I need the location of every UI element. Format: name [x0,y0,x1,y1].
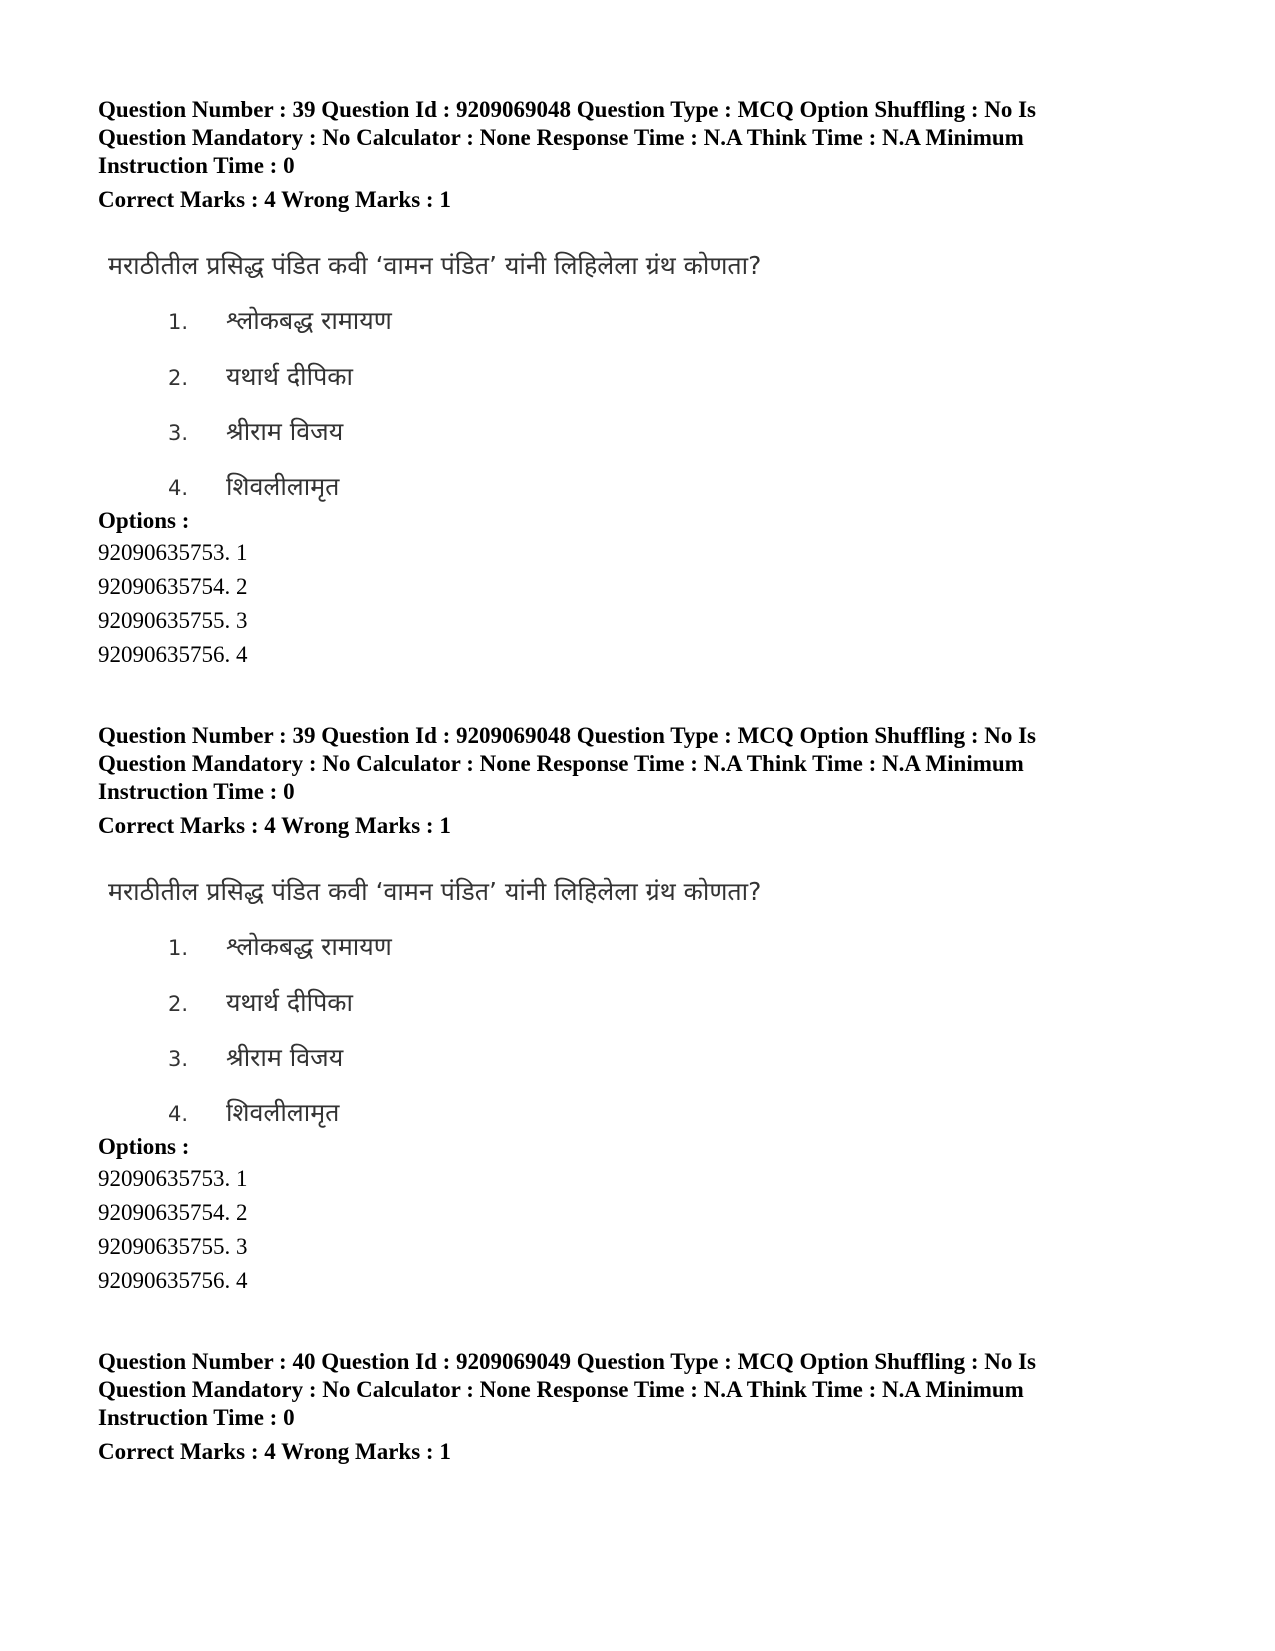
options-label: Options : [98,1134,190,1159]
choice-3 [168,414,343,448]
option-id-3: 92090635755. 3 [98,608,248,633]
choice-text: श्लोकबद्ध रामायण [226,932,392,961]
choice-2 [168,985,353,1019]
meta-line-3: Instruction Time : 0 [98,779,295,804]
choice-2 [168,359,353,393]
meta-line-3: Instruction Time : 0 [98,1405,295,1430]
choice-number: 2. [168,366,189,390]
option-id-1: 92090635753. 1 [98,540,248,565]
choice-number: 1. [168,936,189,960]
choice-1 [168,929,392,963]
meta-line-2: Question Mandatory : No Calculator : None Response Time : N.A Think Time : N.A Minimum [98,1377,1024,1402]
meta-line-1: Question Number : 39 Question Id : 9209069048 Question Type : MCQ Option Shuffling : No Is [98,97,1037,122]
choice-4 [168,1095,339,1129]
option-id-1: 92090635753. 1 [98,1166,248,1191]
choice-text: यथार्थ दीपिका [226,362,353,391]
choice-3 [168,1040,343,1074]
question-meta [98,1348,1198,1432]
meta-line-3: Instruction Time : 0 [98,153,295,178]
choice-number: 4. [168,476,189,500]
choice-number: 2. [168,992,189,1016]
question-text: मराठीतील प्रसिद्ध पंडित कवी ‘वामन पंडित’ यांनी लिहिलेला ग्रंथ कोणता? [108,877,762,906]
question-image [98,248,798,500]
question-text: मराठीतील प्रसिद्ध पंडित कवी ‘वामन पंडित’ यांनी लिहिलेला ग्रंथ कोणता? [108,251,762,280]
options-label: Options : [98,508,190,533]
question-block-1 [98,96,1198,672]
meta-line-2: Question Mandatory : No Calculator : None Response Time : N.A Think Time : N.A Minimum [98,751,1024,776]
meta-line-1: Question Number : 39 Question Id : 9209069048 Question Type : MCQ Option Shuffling : No Is [98,723,1037,748]
question-meta [98,96,1198,180]
marks-line: Correct Marks : 4 Wrong Marks : 1 [98,813,451,838]
choice-text: शिवलीलामृत [226,1098,340,1127]
question-meta [98,722,1198,806]
choice-number: 3. [168,421,189,445]
meta-line-1: Question Number : 40 Question Id : 9209069049 Question Type : MCQ Option Shuffling : No Is [98,1349,1037,1374]
choice-text: शिवलीलामृत [226,472,340,501]
choice-4 [168,469,339,503]
choice-text: श्रीराम विजय [226,1043,344,1072]
choice-1 [168,303,392,337]
option-id-4: 92090635756. 4 [98,642,248,667]
question-block-3 [98,1348,1198,1466]
choice-text: यथार्थ दीपिका [226,988,353,1017]
marks-line: Correct Marks : 4 Wrong Marks : 1 [98,1439,451,1464]
option-id-4: 92090635756. 4 [98,1268,248,1293]
choice-text: श्लोकबद्ध रामायण [226,306,392,335]
choice-number: 1. [168,310,189,334]
question-block-2 [98,722,1198,1298]
choice-number: 4. [168,1102,189,1126]
option-id-3: 92090635755. 3 [98,1234,248,1259]
option-id-2: 92090635754. 2 [98,574,248,599]
question-image [98,874,798,1126]
choice-text: श्रीराम विजय [226,417,344,446]
marks-line: Correct Marks : 4 Wrong Marks : 1 [98,187,451,212]
choice-number: 3. [168,1047,189,1071]
option-id-2: 92090635754. 2 [98,1200,248,1225]
meta-line-2: Question Mandatory : No Calculator : None Response Time : N.A Think Time : N.A Minimum [98,125,1024,150]
